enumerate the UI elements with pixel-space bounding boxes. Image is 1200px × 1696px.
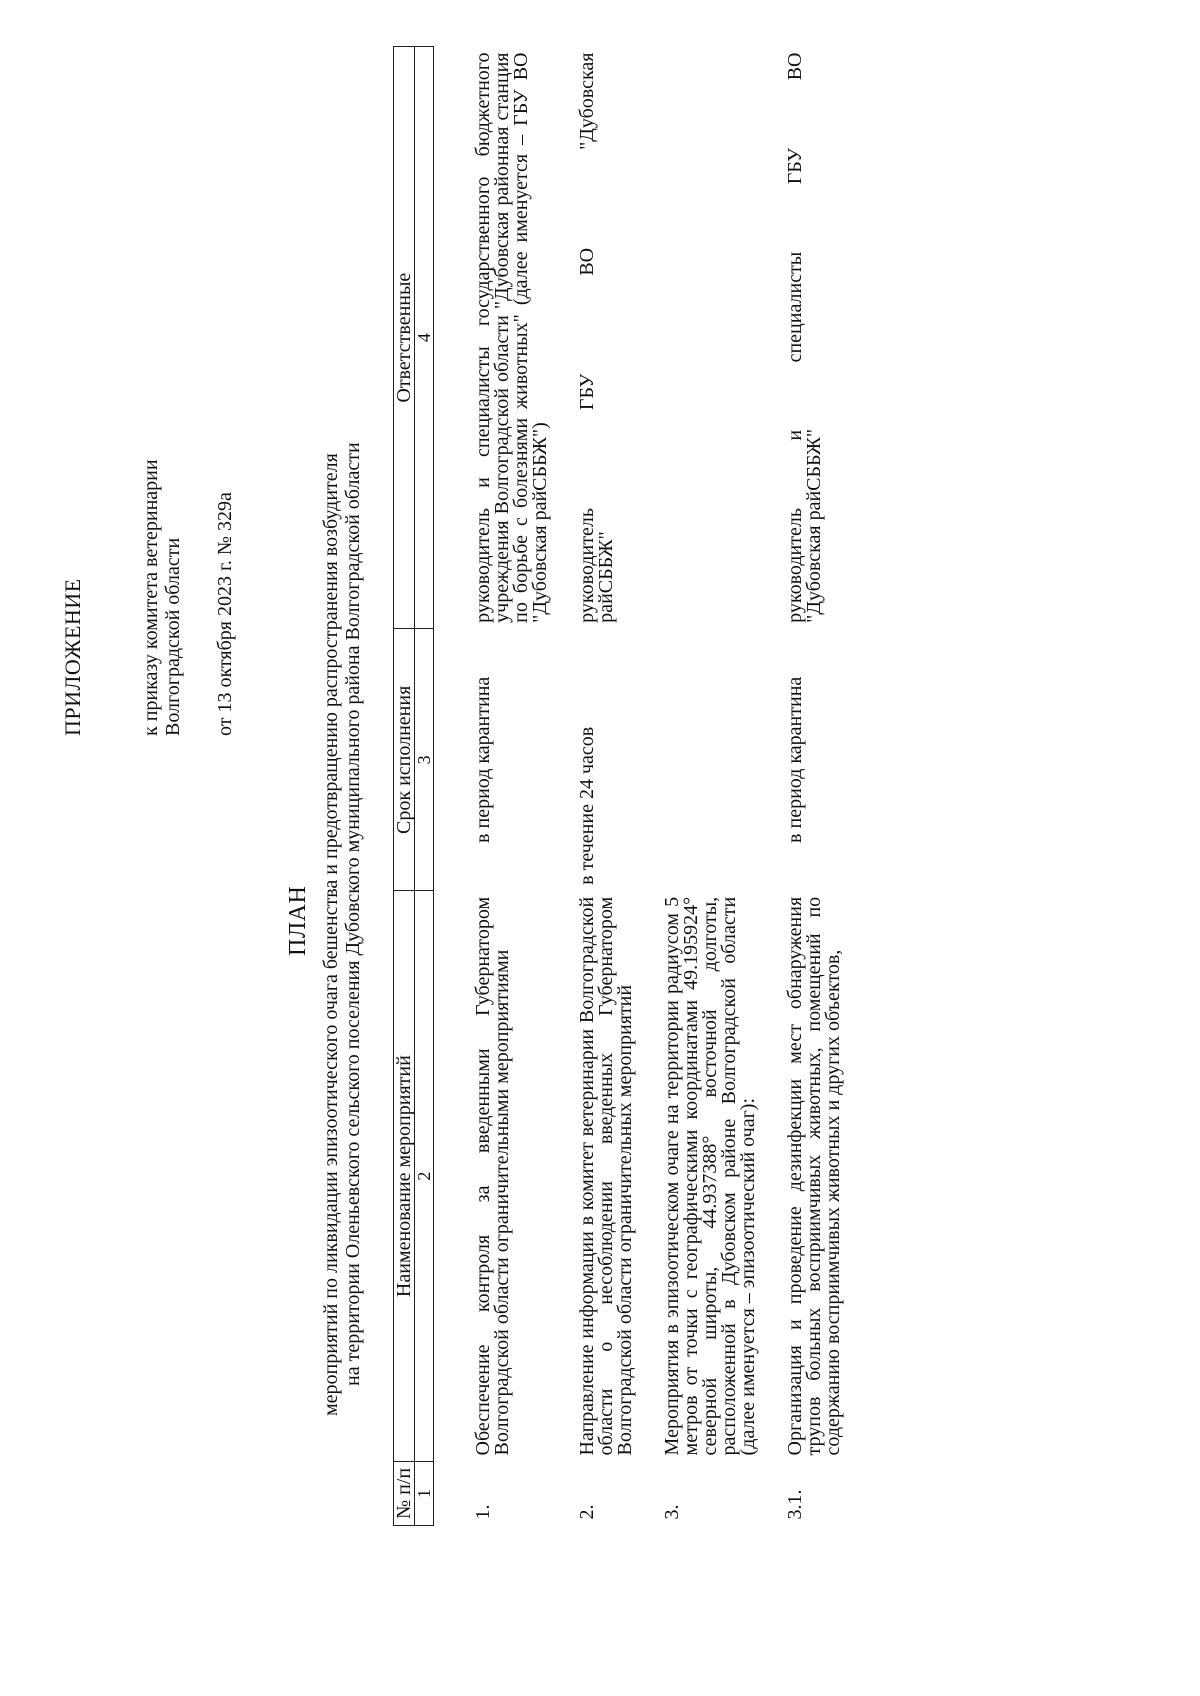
row-action: Организация и проведение дезинфекции мест обнаружения трупов больных восприимчивых животных, помещений по содержанию восприимчивых животных и других объектов, bbox=[784, 896, 844, 1456]
row-action: Обеспечение контроля за введенными Губернатором Волгоградской области ограничительными мероприятиями bbox=[472, 896, 513, 1456]
table-row bbox=[758, 47, 843, 1526]
appendix-title: ПРИЛОЖЕНИЕ bbox=[60, 578, 85, 736]
measures-table bbox=[393, 46, 843, 1526]
header-responsible: Ответственные bbox=[394, 47, 415, 629]
responsible-part: "Дубовская bbox=[576, 52, 598, 150]
responsible-part: райСББЖ" bbox=[595, 531, 617, 623]
responsible-part: специалисты bbox=[784, 251, 806, 363]
row-responsible: руководитель и специалисты государственного бюджетного учреждения Волгоградской области "Дубовская районная станция по борьбе с болезнями животных" (далее именуется – ГБУ ВО "Дубовская райСББЖ") bbox=[472, 52, 551, 623]
row-term: в течение 24 часов bbox=[576, 726, 598, 885]
row-responsible bbox=[758, 47, 843, 629]
table-row bbox=[635, 47, 758, 1526]
responsible-part: руководитель bbox=[784, 508, 806, 623]
responsible-part: ГБУ bbox=[576, 373, 598, 411]
order-reference-line: Волгоградской области bbox=[162, 537, 184, 736]
row-number: 3.1. bbox=[784, 1489, 806, 1520]
row-number: 3. bbox=[661, 1504, 683, 1520]
row-responsible bbox=[550, 47, 635, 629]
responsible-part: ВО bbox=[576, 247, 598, 276]
row-term bbox=[635, 629, 758, 891]
responsible-part: руководитель bbox=[576, 508, 598, 623]
column-number: 4 bbox=[415, 47, 434, 629]
row-number: 1. bbox=[472, 1504, 494, 1520]
column-number: 2 bbox=[415, 891, 434, 1462]
row-number: 2. bbox=[576, 1504, 598, 1520]
header-number: № п/п bbox=[394, 1461, 415, 1525]
order-reference-line: к приказу комитета ветеринарии bbox=[140, 459, 162, 736]
row-action: Мероприятия в эпизоотическом очаге на территории радиусом 5 метров от точки с географическими координатами 49.195924° северной широты, 44.937388° восточной долготы, расположенной в Дубовском районе Волгоградской области (далее именуется – эпизоотический очаг): bbox=[661, 896, 759, 1456]
table-row bbox=[550, 47, 635, 1526]
header-term: Срок исполнения bbox=[394, 629, 415, 891]
column-number: 3 bbox=[415, 629, 434, 891]
row-term: в период карантина bbox=[472, 676, 494, 843]
plan-title: ПЛАН bbox=[285, 885, 311, 956]
row-action: Направление информации в комитет ветеринарии Волгоградской области о несоблюдении введенных Губернатором Волгоградской области ограничительных мероприятий bbox=[576, 896, 636, 1456]
row-responsible bbox=[635, 47, 758, 629]
table-row bbox=[434, 47, 551, 1526]
responsible-part: ВО bbox=[784, 52, 806, 81]
header-action: Наименование мероприятий bbox=[394, 891, 415, 1462]
plan-description: мероприятий по ликвидации эпизоотического очага бешенства и предотвращению распространения возбудителя bbox=[320, 453, 342, 1416]
plan-description: на территории Оленьевского сельского поселения Дубовского муниципального района Волгоградской области bbox=[342, 442, 364, 1386]
responsible-part: и bbox=[784, 429, 806, 441]
order-date-number: от 13 октября 2023 г. № 329а bbox=[214, 492, 236, 736]
responsible-part: "Дубовская райСББЖ" bbox=[803, 428, 825, 623]
column-number: 1 bbox=[415, 1461, 434, 1525]
responsible-part: ГБУ bbox=[784, 147, 806, 185]
row-term: в период карантина bbox=[784, 676, 806, 843]
